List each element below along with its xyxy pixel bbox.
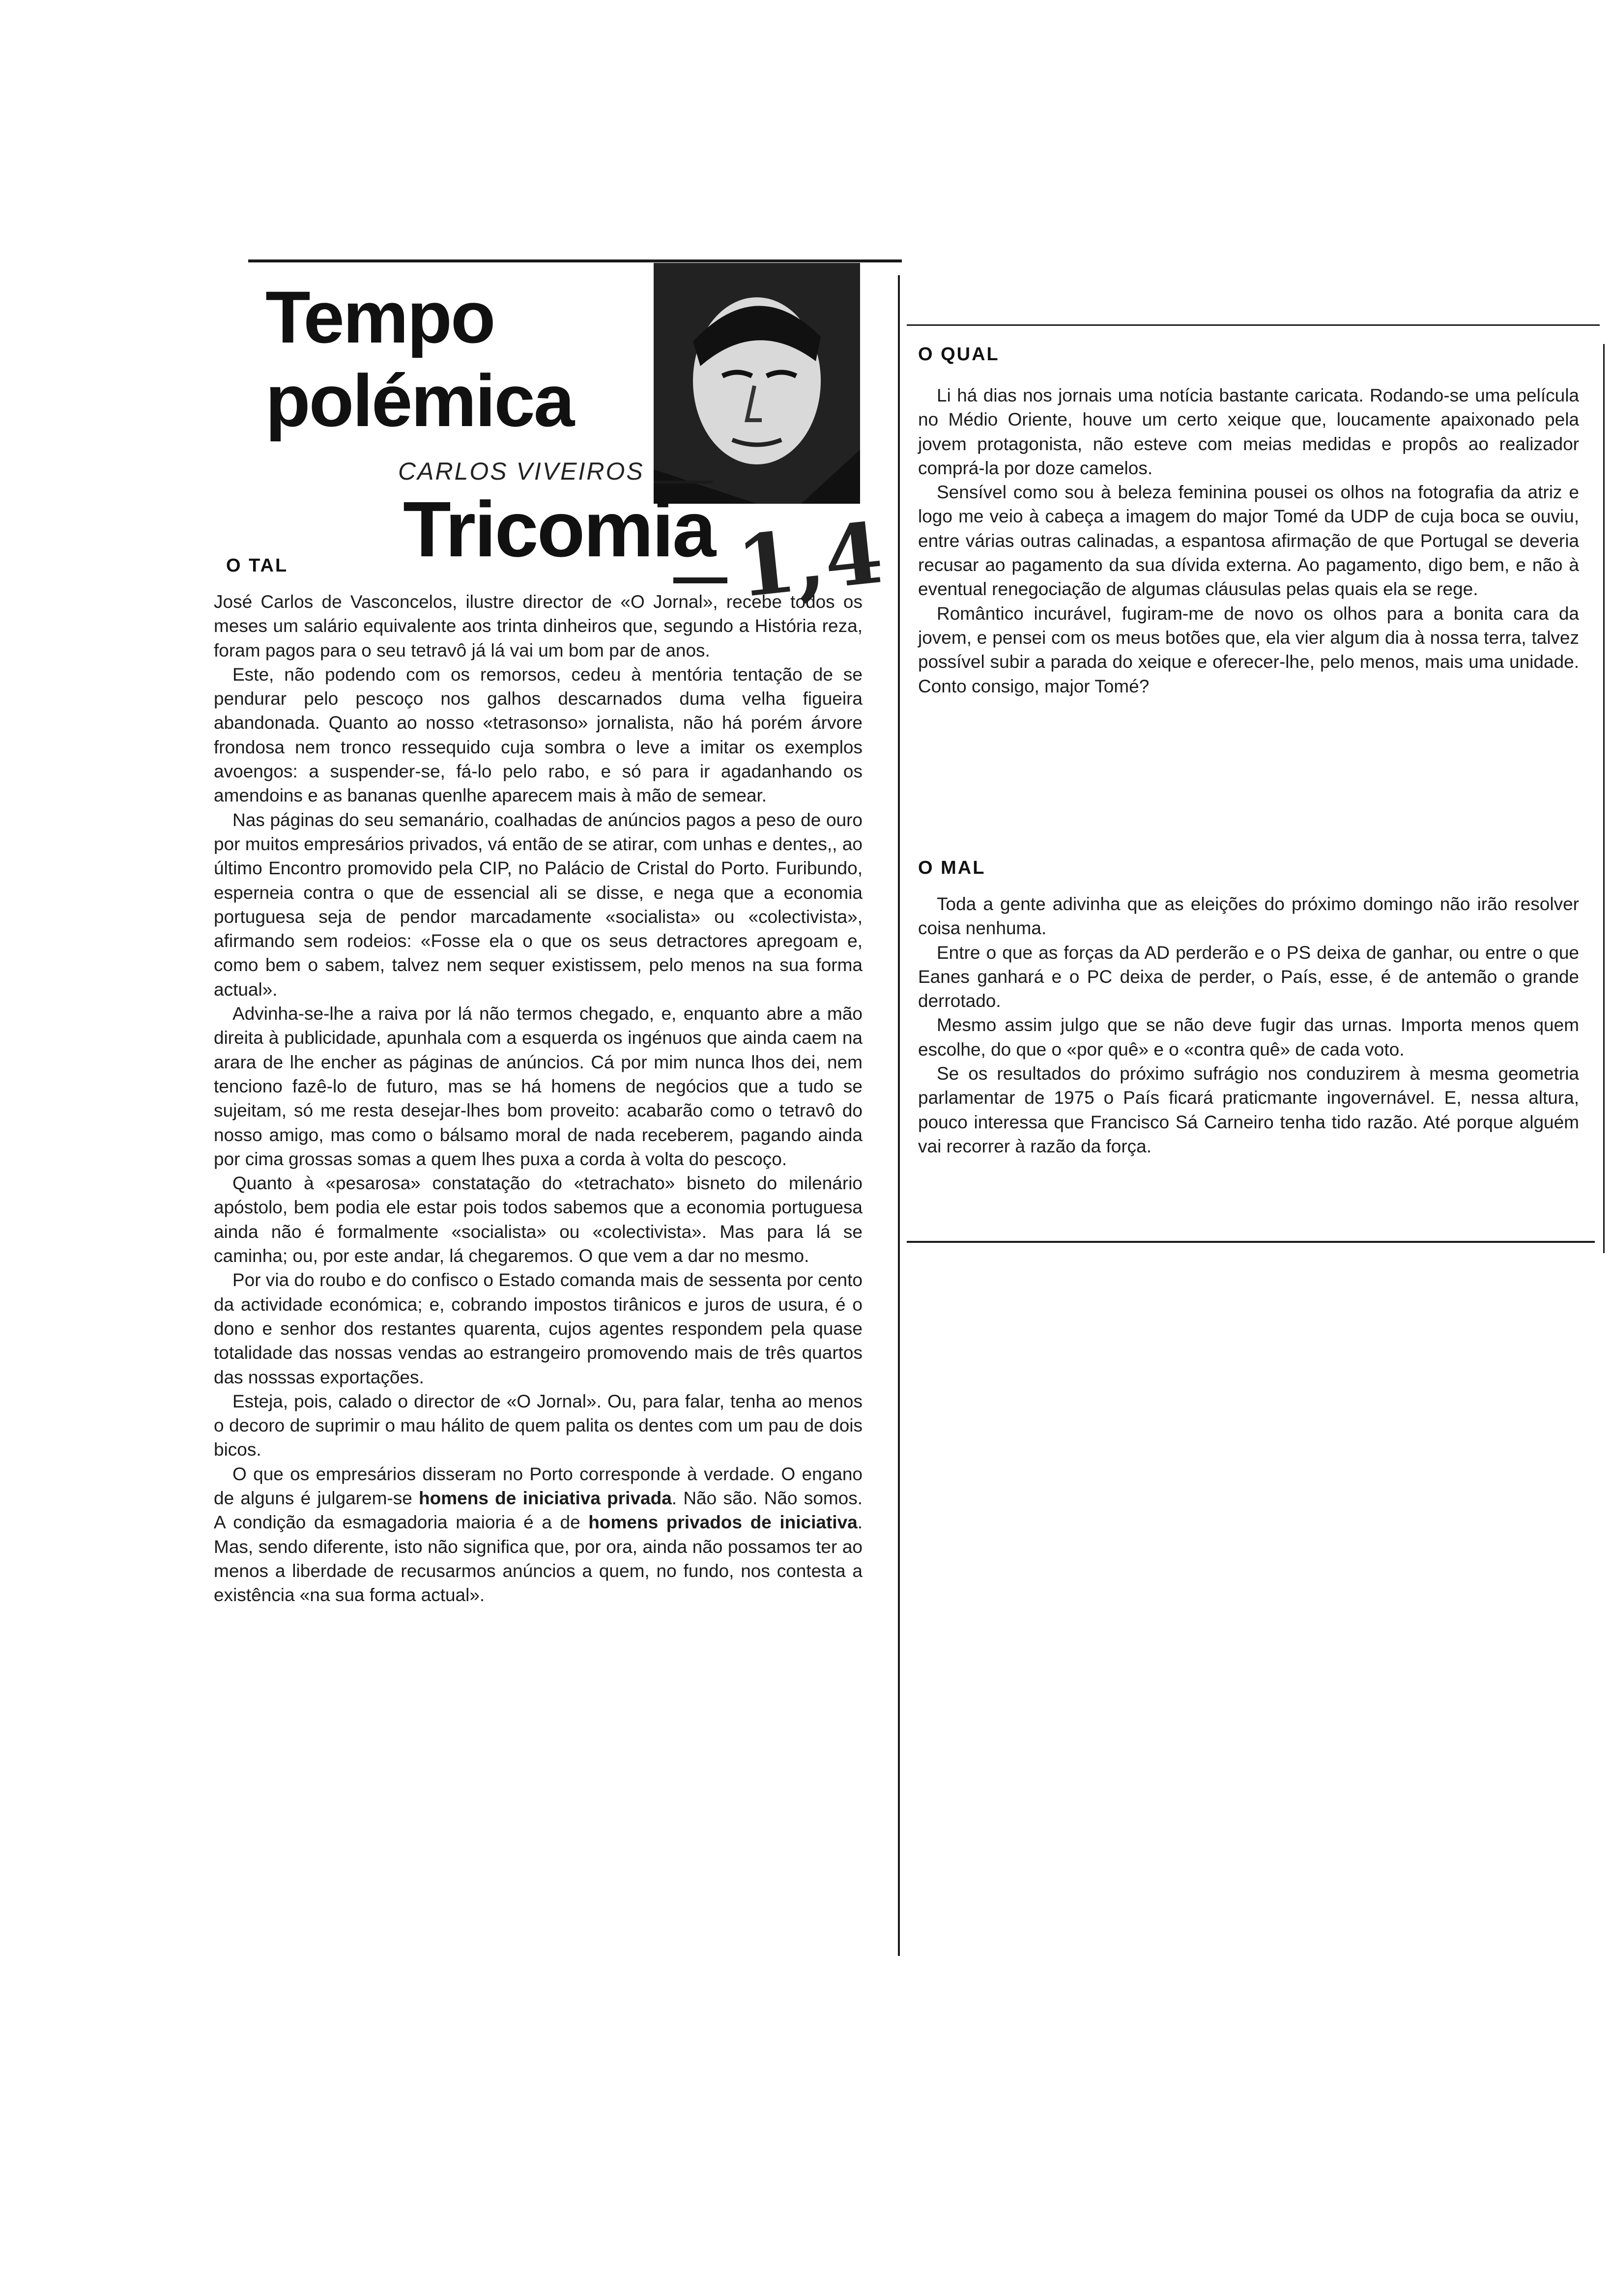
right-column-right-rule — [1603, 344, 1605, 1253]
byline: CARLOS VIVEIROS — [398, 458, 644, 485]
byline-rule — [654, 481, 713, 484]
text-run: . Não são. Não somos. A condição da esmagadoria maioria é a de — [214, 1488, 863, 1533]
paragraph: Mesmo assim julgo que se não deve fugir das urnas. Importa menos quem escolhe, do que o «por quê» e o «contra quê» de cada voto. — [918, 1015, 1579, 1060]
paragraph: Por via do roubo e do confisco o Estado comanda mais de sessenta por cento da actividade económica; e, cobrando impostos tirânicos e juros de usura, é o dono e senhor dos restantes quarenta, cujos agentes respondem pela quase totalidade das nossas vendas ao estrangeiro promovendo mais de três quartos das nosssas exportações. — [214, 1270, 863, 1387]
author-photo — [654, 263, 860, 504]
section-title-o-tal: O TAL — [226, 555, 288, 576]
paragraph: Sensível como sou à beleza feminina pousei os olhos na fotografia da atriz e logo me veio à cabeça a imagem do major Tomé da UDP de cuja boca se ouviu, entre várias outras calinadas, a espantosa afirmação de que Portugal se deveria recusar ao pagamento da sua dívida externa. Ao pagamento, digo bem, e não à eventual renegociação de algumas cláusulas pelas quais ela se rege. — [918, 482, 1579, 600]
paragraph: Advinha-se-lhe a raiva por lá não termos chegado, e, enquanto abre a mão direita à publicidade, apunhala com a esquerda os ingénuos que ainda caem na arara de lhe encher as páginas de anúncios. Cá por mim nunca lhos dei, nem tenciono fazê-lo de futuro, mas se há homens de negócios que a tudo se sujeitam, só me resta desejar-lhes bom proveito: acabarão como o tetravô do nosso amigo, mas como o bálsamo moral de nada receberem, pagando ainda por cima grossas somas a quem lhes puxa a corda à volta do pescoço. — [214, 1004, 863, 1169]
section-title-o-qual: O QUAL — [918, 344, 1000, 365]
final-paragraph — [214, 1462, 863, 1607]
right-column-top-rule — [907, 324, 1600, 326]
right-column-bottom-rule — [907, 1241, 1595, 1243]
paragraph: Quanto à «pesarosa» constatação do «tetrachato» bisneto do milenário apóstolo, bem podia ele estar pois todos sabemos que a economia portuguesa ainda não é formalmente «socialista» ou «colectivista». Mas para lá se caminha; ou, por este andar, lá chegaremos. O que vem a dar no mesmo. — [214, 1173, 863, 1266]
right-column-body-1 — [918, 383, 1579, 698]
paragraph: Se os resultados do próximo sufrágio nos conduzirem à mesma geometria parlamentar de 1975 o País ficará praticmante ingovernável. E, nessa altura, pouco interessa que Francisco Sá Carneiro tenha tido razão. Até porque alguém vai recorrer à razão da força. — [918, 1063, 1579, 1156]
text-run: O que os empresários disseram no Porto corresponde à verdade. O engano de alguns é julgarem-se — [214, 1464, 863, 1508]
headline-underline — [673, 577, 727, 583]
section-title-o-mal: O MAL — [918, 858, 986, 878]
text-run: . Mas, sendo diferente, isto não significa que, por ora, ainda não possamos ter ao menos a liberdade de recusarmos anúncios a quem, no fundo, nos contesta a existência «na sua forma actual». — [214, 1512, 863, 1606]
author-portrait-icon — [654, 263, 860, 504]
bold-phrase: homens de iniciativa privada — [419, 1488, 672, 1508]
paragraph: Toda a gente adivinha que as eleições do próximo domingo não irão resolver coisa nenhuma. — [918, 894, 1579, 939]
paragraph: Li há dias nos jornais uma notícia bastante caricata. Rodando-se uma película no Médio Oriente, houve um certo xeique que, loucamente apaixonado pela jovem protagonista, não esteve com meias medidas e propôs ao realizador comprá-la por doze camelos. — [918, 385, 1579, 478]
handwritten-note: 1,4 — [732, 504, 888, 617]
paragraph: Romântico incurável, fugiram-me de novo os olhos para a bonita cara da jovem, e pensei com os meus botões que, ela vier algum dia à nossa terra, talvez possível subir a parada do xeique e oferecer-lhe, pelo menos, mais uma unidade. Conto consigo, major Tomé? — [918, 603, 1579, 696]
column-divider — [898, 275, 900, 1956]
right-column-body-2 — [918, 892, 1579, 1158]
left-column-body — [214, 590, 863, 1607]
paragraph: José Carlos de Vasconcelos, ilustre director de «O Jornal», recebe todos os meses um salário equivalente aos trinta dinheiros que, segundo a História reza, foram pagos para o seu tetravô já lá vai um bom par de anos. — [214, 592, 863, 660]
masthead-title-line1: Tempo — [265, 276, 494, 358]
paragraph: Entre o que as forças da AD perderão e o PS deixa de ganhar, ou entre o que Eanes ganhará e o PC deixa de perder, o País, esse, é de antemão o grande derrotado. — [918, 942, 1579, 1011]
headline: Tricomia — [403, 485, 715, 573]
paragraph: Este, não podendo com os remorsos, cedeu à mentória tentação de se pendurar pelo pescoço nos galhos descarnados duma velha figueira abandonada. Quanto ao nosso «tetrasonso» jornalista, não há porém árvore frondosa nem tronco ressequido cuja sombra o leve a imitar os exemplos avoengos: a suspender-se, fá-lo pelo rabo, e só para ir agadanhando os amendoins e as bananas quenlhe aparecem mais à mão de semear. — [214, 664, 863, 806]
bold-phrase: homens privados de iniciativa — [588, 1512, 858, 1533]
paragraph: Nas páginas do seu semanário, coalhadas de anúncios pagos a peso de ouro por muitos empresários privados, vá então de se atirar, com unhas e dentes,, ao último Encontro promovido pela CIP, no Palácio de Cristal do Porto. Furibundo, esperneia contra o que de essencial ali se disse, e nega que a economia portuguesa seja de pendor marcadamente «socialista» ou «colectivista», afirmando sem rodeios: «Fosse ela o que os seus detractores apregoam e, como bem o sabem, talvez nem sequer existissem, pelo menos na sua forma actual». — [214, 809, 863, 1000]
top-rule-left — [248, 259, 902, 262]
masthead-title-line2: polémica — [265, 359, 574, 442]
paragraph: Esteja, pois, calado o director de «O Jornal». Ou, para falar, tenha ao menos o decoro de suprimir o mau hálito de quem palita os dentes com um pau de dois bicos. — [214, 1391, 863, 1460]
